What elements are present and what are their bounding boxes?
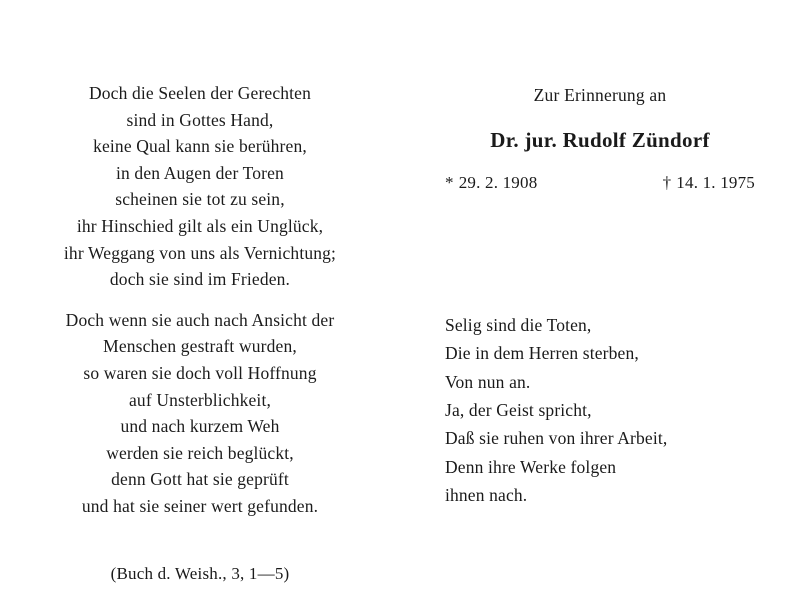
closing-verse-line: Denn ihre Werke folgen bbox=[445, 456, 617, 477]
verse-stanza-2 bbox=[64, 307, 336, 520]
verse-block bbox=[64, 80, 336, 534]
closing-verse-line: Daß sie ruhen von ihrer Arbeit, bbox=[445, 428, 668, 449]
verse-line: sind in Gottes Hand, bbox=[126, 109, 274, 130]
birth-star-icon: * bbox=[445, 173, 454, 192]
closing-verse-line: ihnen nach. bbox=[445, 485, 528, 506]
death-cross-icon: † bbox=[662, 173, 672, 192]
death-date-value: 14. 1. 1975 bbox=[676, 173, 755, 192]
verse-line: Doch die Seelen der Gerechten bbox=[88, 83, 311, 103]
verse-line: so waren sie doch voll Hoffnung bbox=[83, 362, 317, 383]
verse-line: scheinen sie tot zu sein, bbox=[115, 189, 285, 210]
closing-verse-line: Ja, der Geist spricht, bbox=[445, 400, 592, 421]
verse-stanza-1 bbox=[64, 80, 336, 293]
closing-verse-line: Selig sind die Toten, bbox=[445, 315, 592, 335]
death-date bbox=[663, 173, 755, 193]
closing-verse-line: Von nun an. bbox=[445, 371, 531, 392]
deceased-name: Dr. jur. Rudolf Zündorf bbox=[490, 128, 710, 152]
verse-line: Doch wenn sie auch nach Ansicht der bbox=[65, 309, 335, 330]
verse-line: ihr Weggang von uns als Vernichtung; bbox=[63, 242, 337, 263]
verse-line: keine Qual kann sie berühren, bbox=[93, 136, 307, 157]
verse-line: und nach kurzem Weh bbox=[120, 416, 280, 437]
life-dates bbox=[445, 173, 755, 193]
birth-date bbox=[445, 173, 537, 193]
memorial-intro: Zur Erinnerung an bbox=[533, 85, 667, 105]
verse-line: und hat sie seiner wert gefunden. bbox=[81, 495, 319, 516]
verse-source: (Buch d. Weish., 3, 1—5) bbox=[110, 563, 290, 583]
verse-line: werden sie reich beglückt, bbox=[106, 442, 294, 463]
closing-verse bbox=[445, 311, 755, 509]
verse-line: doch sie sind im Frieden. bbox=[109, 269, 291, 290]
verse-line: in den Augen der Toren bbox=[116, 162, 284, 183]
verse-line: auf Unsterblichkeit, bbox=[129, 389, 271, 410]
verse-line: denn Gott hat sie geprüft bbox=[111, 469, 289, 490]
verse-line: Menschen gestraft wurden, bbox=[103, 336, 297, 357]
right-page bbox=[400, 0, 800, 589]
closing-verse-line: Die in dem Herren sterben, bbox=[445, 343, 639, 364]
birth-date-value: 29. 2. 1908 bbox=[458, 173, 538, 192]
verse-line: ihr Hinschied gilt als ein Unglück, bbox=[76, 215, 324, 236]
